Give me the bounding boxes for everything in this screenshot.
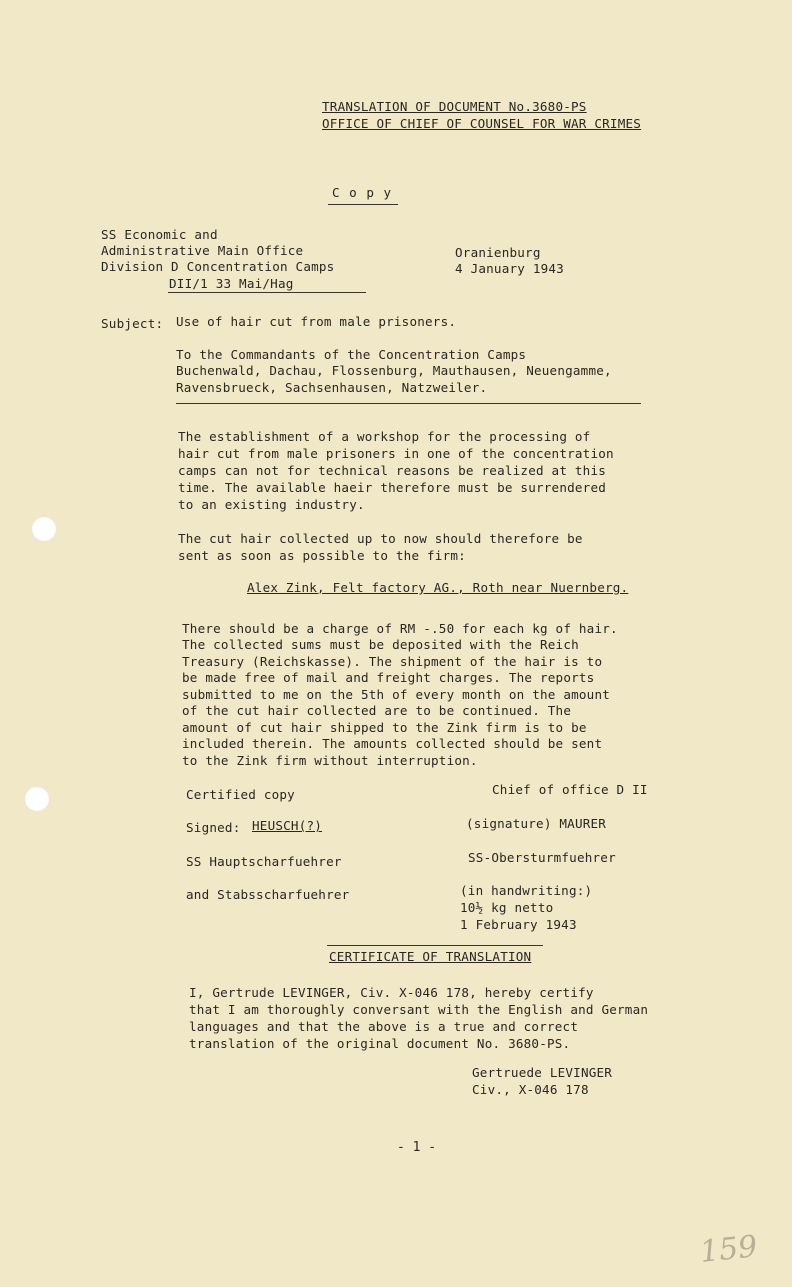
signed-label: Signed: — [186, 820, 241, 835]
place: Oranienburg — [455, 245, 541, 260]
page-number: - 1 - — [397, 1140, 437, 1155]
translator-name: Gertruede LEVINGER — [472, 1065, 613, 1080]
para1-line: to an existing industry. — [178, 497, 365, 512]
para3-line: Treasury (Reichskasse). The shipment of the hair is to — [182, 654, 603, 669]
certificate-top-rule — [327, 945, 543, 946]
certificate-title: CERTIFICATE OF TRANSLATION — [329, 949, 532, 964]
firm-name: Alex Zink, Felt factory AG., Roth near Nuernberg. — [247, 580, 629, 595]
punch-hole — [31, 516, 57, 542]
para1-line: camps can not for technical reasons be realized at this — [178, 463, 607, 478]
addressee-separator — [176, 403, 641, 404]
subject-label: Subject: — [101, 316, 164, 331]
sender-line-1: SS Economic and — [101, 227, 218, 242]
para2-line: sent as soon as possible to the firm: — [178, 548, 466, 563]
para2-line: The cut hair collected up to now should therefore be — [178, 531, 583, 546]
certified-copy: Certified copy — [186, 787, 295, 802]
header-line-1: TRANSLATION OF DOCUMENT No.3680-PS — [322, 99, 587, 114]
certificate-line: that I am thoroughly conversant with the English and German — [189, 1002, 649, 1017]
para3-line: included therein. The amounts collected should be sent — [182, 736, 603, 751]
para3-line: The collected sums must be deposited with the Reich — [182, 637, 579, 652]
certificate-line: translation of the original document No. 3680-PS. — [189, 1036, 571, 1051]
para3-line: amount of cut hair shipped to the Zink firm is to be — [182, 720, 587, 735]
rank-line-2: and Stabsscharfuehrer — [186, 887, 350, 902]
sender-underline — [168, 292, 366, 293]
translator-id: Civ., X-046 178 — [472, 1082, 589, 1097]
para1-line: hair cut from male prisoners in one of the concentration — [178, 446, 614, 461]
para3-line: of the cut hair collected are to be continued. The — [182, 703, 572, 718]
addressee-line: To the Commandants of the Concentration Camps — [176, 347, 527, 362]
addressee-line: Ravensbrueck, Sachsenhausen, Natzweiler. — [176, 380, 488, 395]
header-line-2: OFFICE OF CHIEF OF COUNSEL FOR WAR CRIMES — [322, 116, 642, 131]
copy-title: C o p y — [332, 185, 393, 200]
para3-line: There should be a charge of RM -.50 for each kg of hair. — [182, 621, 618, 636]
handwriting-note: (in handwriting:) — [460, 883, 593, 898]
sender-line-3: Division D Concentration Camps — [101, 259, 335, 274]
certificate-line: languages and that the above is a true and correct — [189, 1019, 579, 1034]
subject-text: Use of hair cut from male prisoners. — [176, 314, 457, 329]
para3-line: to the Zink firm without interruption. — [182, 753, 478, 768]
para1-line: time. The available haeir therefore must be surrendered — [178, 480, 607, 495]
handwritten-page-number: 159 — [698, 1229, 759, 1270]
date: 4 January 1943 — [455, 261, 564, 276]
handwritten-date: 1 February 1943 — [460, 917, 577, 932]
para3-line: submitted to me on the 5th of every month on the amount — [182, 687, 611, 702]
punch-hole — [24, 786, 50, 812]
para1-line: The establishment of a workshop for the processing of — [178, 429, 591, 444]
copy-underline — [328, 204, 398, 205]
para3-line: be made free of mail and freight charges. The reports — [182, 670, 595, 685]
chief-of-office: Chief of office D II — [492, 782, 648, 797]
signature-maurer: (signature) MAURER — [466, 816, 607, 831]
rank-line-1: SS Hauptscharfuehrer — [186, 854, 342, 869]
signed-name: HEUSCH(?) — [252, 818, 323, 833]
addressee-line: Buchenwald, Dachau, Flossenburg, Mauthausen, Neuengamme, — [176, 363, 612, 378]
certificate-line: I, Gertrude LEVINGER, Civ. X-046 178, hereby certify — [189, 985, 594, 1000]
rank-obersturmfuehrer: SS-Obersturmfuehrer — [468, 850, 616, 865]
sender-reference: DII/1 33 Mai/Hag — [169, 276, 294, 291]
sender-line-2: Administrative Main Office — [101, 243, 304, 258]
handwritten-amount: 10½ kg netto — [460, 900, 554, 915]
